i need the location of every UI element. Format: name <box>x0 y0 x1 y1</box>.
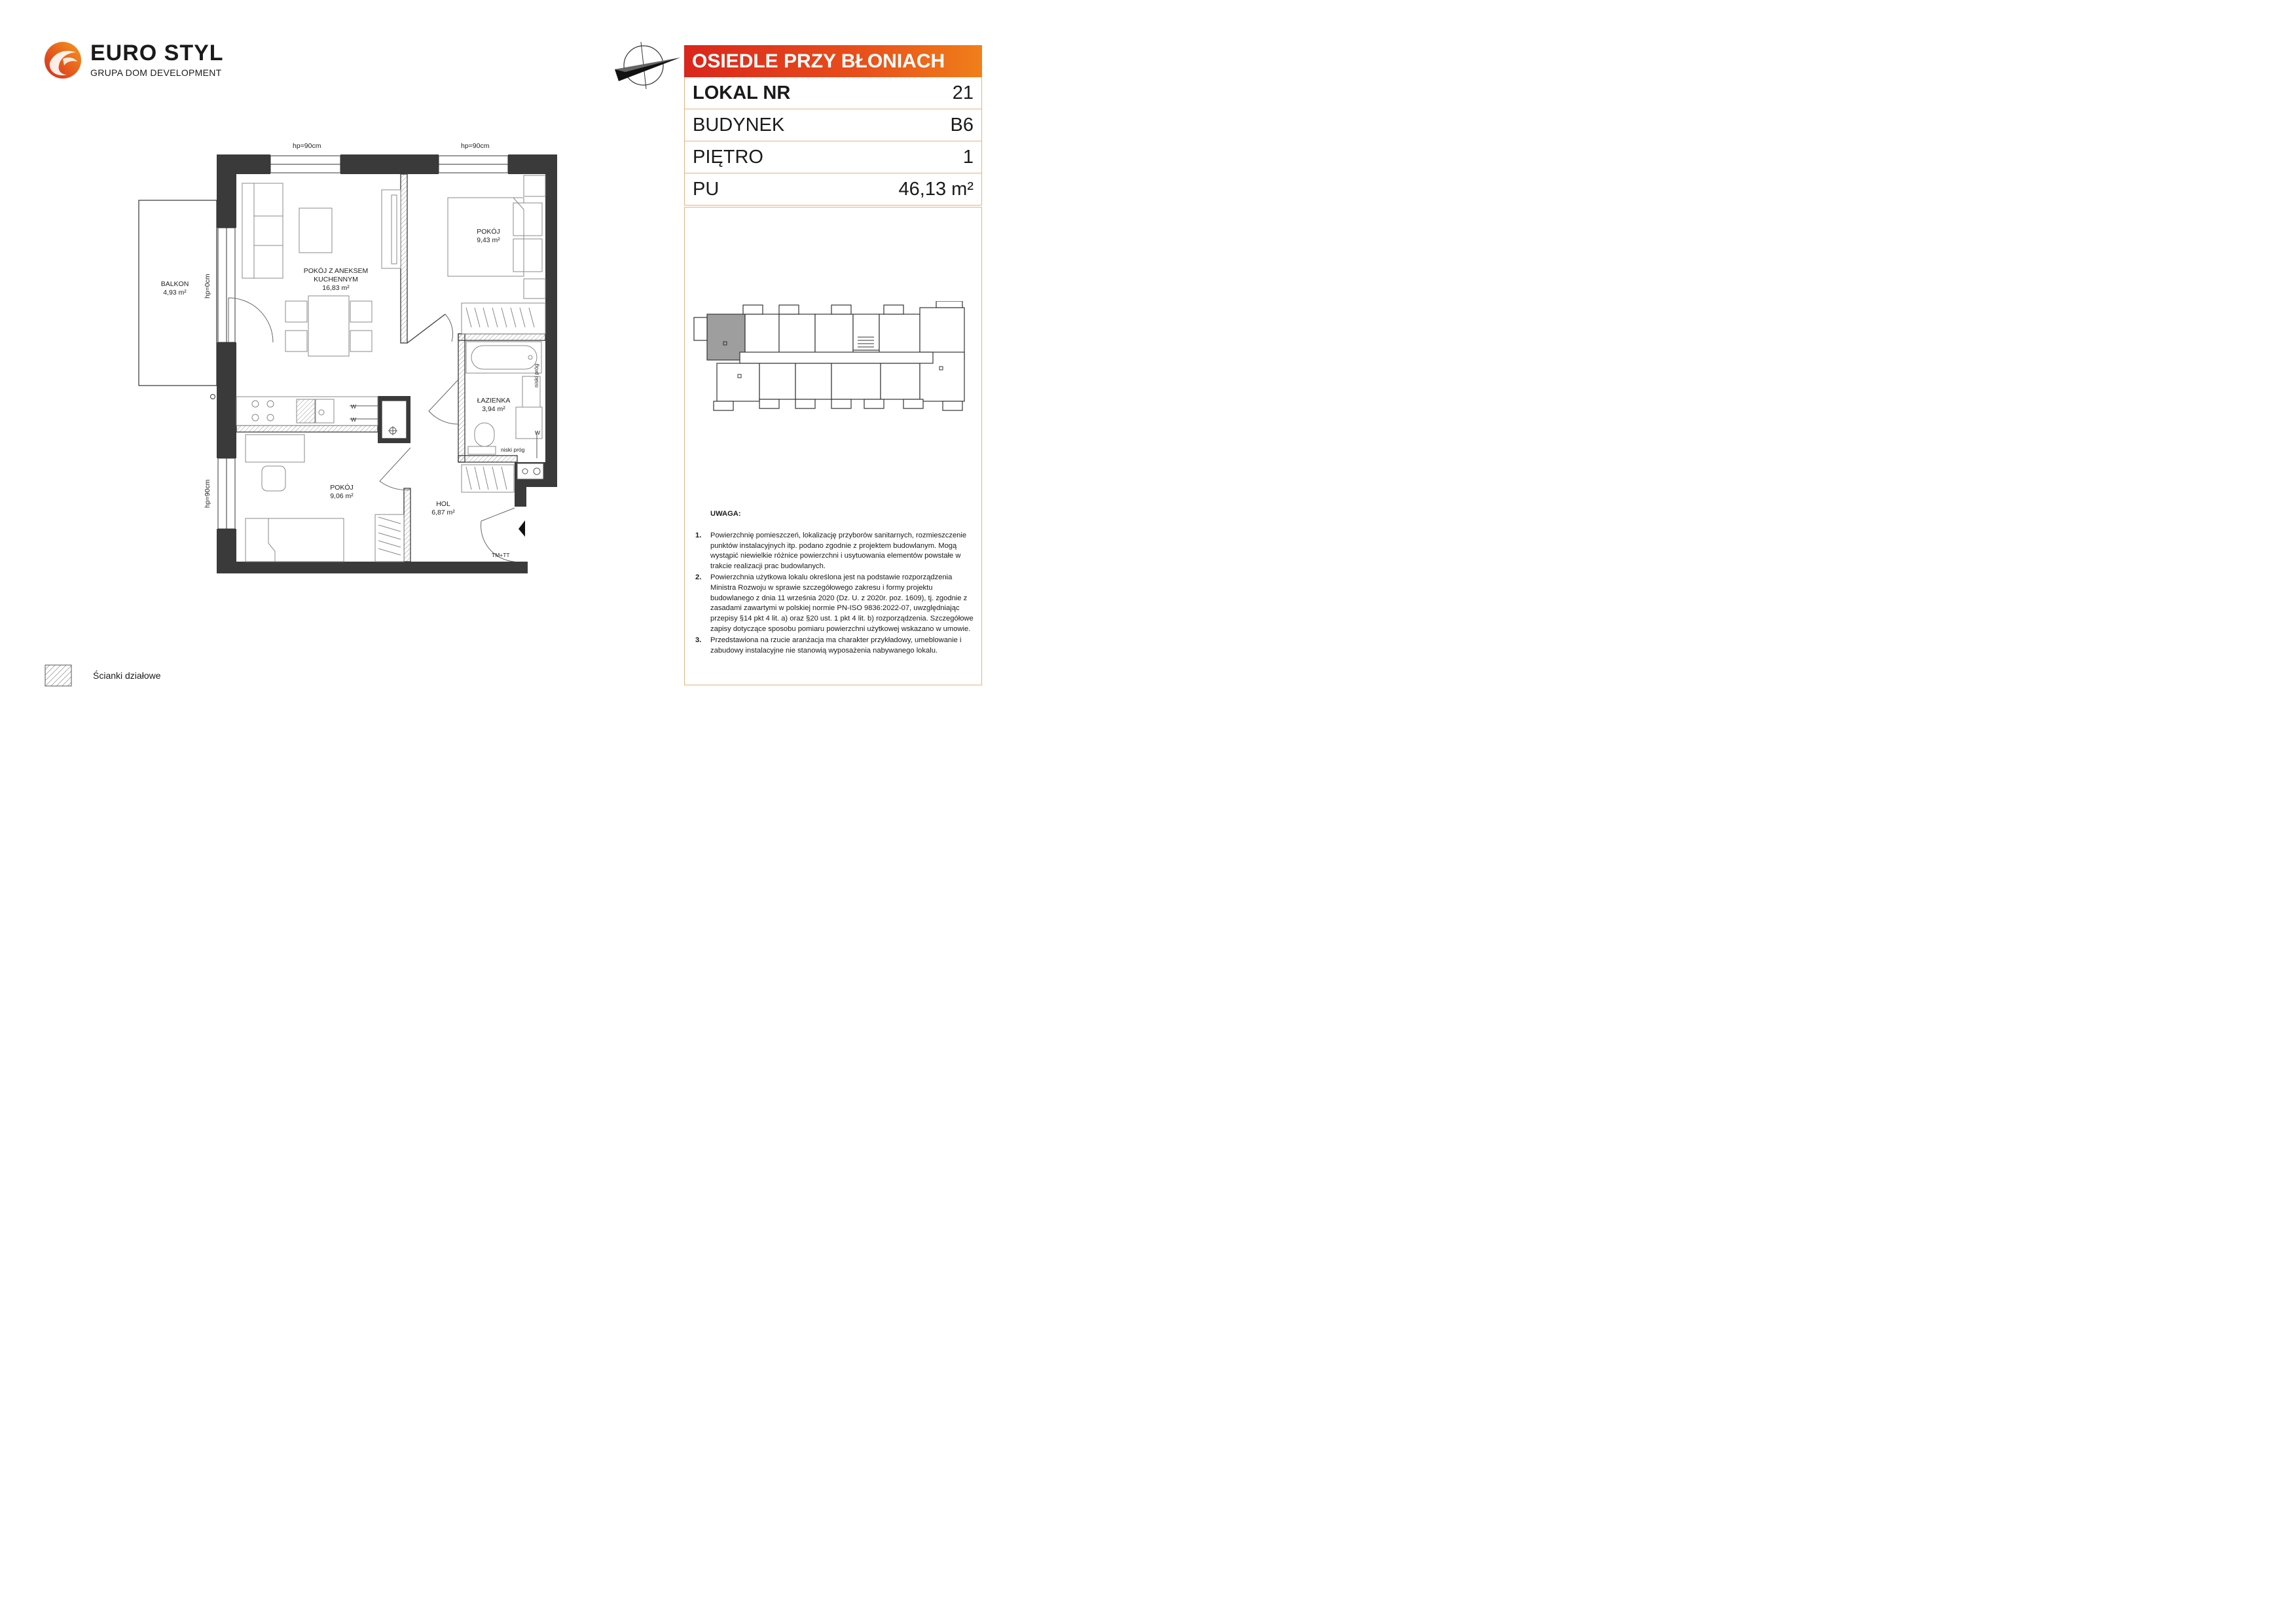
brand-name: EURO STYL <box>90 41 224 65</box>
window-height-label: hp=90cm <box>293 142 321 150</box>
hatch-swatch-icon <box>45 664 72 687</box>
note-text: Powierzchnia użytkowa lokalu określona jest na podstawie rozporządzenia Ministra Rozwoju w sprawie szczegółowego zakresu i formy projektu budowlanego z dnia 11 września 2020 (Dz. U. z 2020r. poz. 1609), tj. zgodnie z zasadami zawartymi w polskiej normie PN-ISO 9836:2022-07, uwzględniając przepisy §14 pkt 4 lit. a) oraz §20 ust. 1 pkt 4 lit. b) rozporządzenia. Szczegółowe zapisy dotyczące sposobu pomiaru powierzchni użytkowej wskazano w umowie. <box>710 573 974 633</box>
room-area: 16,83 m² <box>322 284 350 292</box>
room-area: 9,06 m² <box>330 492 354 500</box>
info-value: 46,13 m² <box>898 178 974 200</box>
info-value: B6 <box>950 114 974 135</box>
room-area: 6,87 m² <box>431 509 455 516</box>
water-label: W <box>351 416 357 423</box>
floor-key-plan <box>691 301 972 416</box>
room-name: BALKON <box>160 280 189 288</box>
brand-subtitle: GRUPA DOM DEVELOPMENT <box>90 67 222 78</box>
info-row-floor <box>684 141 982 173</box>
apartment-info-table <box>684 45 982 206</box>
room-name: ŁAZIENKA <box>477 397 511 405</box>
low-threshold-label: niski próg <box>533 363 539 388</box>
window-height-label: hp=0cm <box>204 274 211 298</box>
note-number: 2. <box>695 573 702 581</box>
note-item <box>695 636 974 657</box>
info-label: PU <box>693 178 720 200</box>
water-label: W <box>351 403 357 410</box>
note-item <box>695 531 974 572</box>
room-name: HOL <box>436 500 450 508</box>
floor-plan <box>0 0 681 655</box>
notes-title: UWAGA: <box>710 510 741 518</box>
window-height-label: hp=90cm <box>461 142 490 150</box>
room-name: POKÓJ <box>330 484 354 492</box>
note-text: Powierzchnię pomieszczeń, lokalizację przyborów sanitarnych, rozmieszczenie punktów instalacyjnych itp. podano zgodnie z projektem budowlanym. Mogą wystąpić niewielkie różnice powierzchni i usytuowania elementów powstałe w trakcie realizacji prac budowlanych. <box>710 531 967 571</box>
info-label: BUDYNEK <box>693 114 785 135</box>
info-row-building <box>684 109 982 141</box>
window-height-label: hp=90cm <box>204 479 211 508</box>
telecom-label: TM+TT <box>492 552 510 558</box>
note-text: Przedstawiona na rzucie aranżacja ma charakter przykładowy, umeblowanie i zabudowy instalacyjne nie stanowią wyposażenia nabywanego lokalu. <box>710 636 962 655</box>
info-row-area <box>684 173 982 206</box>
room-area: 3,94 m² <box>482 405 505 413</box>
notes-section <box>695 509 974 657</box>
balcony-drain-icon <box>211 395 215 399</box>
water-label: W <box>535 429 541 436</box>
estate-title: OSIEDLE PRZY BŁONIACH <box>684 45 982 77</box>
info-value: 21 <box>952 82 974 103</box>
note-number: 3. <box>695 636 702 644</box>
entry-door-arrow-icon <box>519 520 525 537</box>
low-threshold-label: niski próg <box>501 446 525 453</box>
room-name: KUCHENNYM <box>314 276 358 283</box>
room-name: POKÓJ <box>477 228 500 236</box>
room-area: 9,43 m² <box>477 236 500 244</box>
room-name: POKÓJ Z ANEKSEM <box>303 267 369 275</box>
highlighted-unit <box>707 314 745 360</box>
info-label: LOKAL NR <box>693 82 791 103</box>
legend-label: Ścianki działowe <box>93 670 161 681</box>
info-label: PIĘTRO <box>693 146 763 168</box>
note-item <box>695 573 974 635</box>
info-value: 1 <box>962 146 974 168</box>
info-row-unit <box>684 77 982 109</box>
room-area: 4,93 m² <box>163 289 187 297</box>
note-number: 1. <box>695 531 702 539</box>
